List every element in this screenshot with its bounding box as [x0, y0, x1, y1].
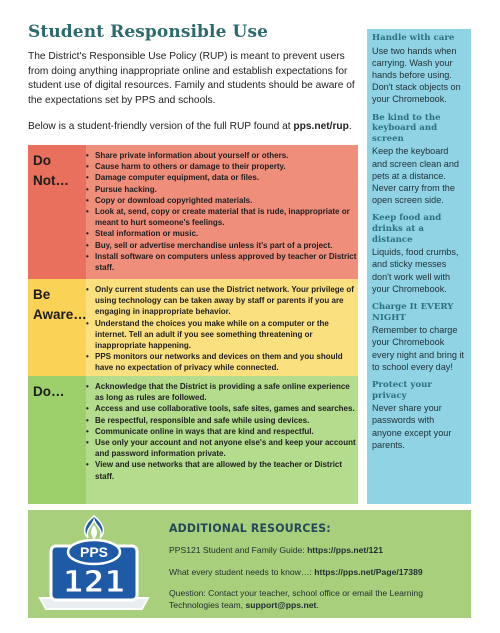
be-aware-list	[86, 279, 358, 376]
tip-body: Liquids, food crumbs, and sticky messes don't work well with your Chromebook.	[372, 247, 459, 294]
logo-top-text: PPS	[79, 544, 109, 560]
flame-icon	[85, 516, 104, 539]
list-item: • Only current students can use the District network. Your privilege of using technology can be taken away by staff or parents if you are engaging in inappropriate behavior.	[86, 284, 358, 318]
resource-contact-end: .	[316, 599, 319, 610]
tip-title: Be kind to the keyboard and screen	[372, 112, 441, 144]
pps121-logo	[38, 514, 150, 614]
tip-privacy	[372, 380, 466, 451]
resource-students-text: What every student needs to know…:	[169, 566, 315, 577]
list-item: • Install software on computers unless approved by teacher or District staff.	[86, 251, 358, 273]
tip-title: Charge It EVERY NIGHT	[372, 302, 454, 323]
list-item: • Steal information or music.	[86, 228, 358, 239]
be-aware-band	[28, 279, 358, 376]
tip-body: Never share your passwords with anyone except your parents.	[372, 403, 452, 450]
do-not-band	[28, 145, 358, 279]
tip-body: Use two hands when carrying. Wash your hands before using. Don't stack objects on your Chromebook.	[372, 45, 461, 105]
tip-charge	[372, 302, 466, 373]
resources-text	[169, 521, 465, 611]
list-item: • Cause harm to others or damage to their property.	[86, 161, 358, 172]
do-label: Do…	[28, 376, 86, 504]
list-item: • Damage computer equipment, data or files.	[86, 172, 358, 183]
resource-students-line	[169, 567, 465, 579]
list-item: • Pursue hacking.	[86, 184, 358, 195]
intro-section	[28, 22, 358, 134]
resource-contact-line	[169, 588, 465, 611]
list-item: • Communicate online in ways that are kind and respectful.	[86, 426, 358, 437]
support-email-link[interactable]: support@pps.net	[245, 599, 317, 610]
do-not-label: Do Not…	[28, 145, 86, 279]
care-tips-sidebar	[367, 29, 471, 504]
logo-bottom-text: 121	[62, 565, 126, 600]
tip-food-drinks	[372, 213, 466, 295]
list-item: • PPS monitors our networks and devices on them and you should have no expectation of privacy while connected.	[86, 351, 358, 373]
list-item: • Buy, sell or advertise merchandise unless it's part of a project.	[86, 240, 358, 251]
resource-contact-text: Question: Contact your teacher, school office or email the Learning Technologies team,	[169, 588, 423, 610]
rup-link[interactable]: pps.net/rup	[293, 121, 349, 133]
tip-title: Keep food and drinks at a distance	[372, 213, 442, 245]
be-aware-label: Be Aware…	[28, 279, 86, 376]
list-item: • View and use networks that are allowed by the teacher or District staff.	[86, 459, 358, 481]
resource-guide-text: PPS121 Student and Family Guide:	[169, 545, 308, 555]
rup-reference-end: .	[348, 121, 352, 133]
tip-body: Keep the keyboard and screen clean and pets at a distance. Never carry from the open screen side.	[372, 146, 459, 206]
list-item: • Be respectful, responsible and safe while using devices.	[86, 415, 358, 426]
list-item: • Use only your account and not anyone else's and keep your account and password information private.	[86, 437, 358, 459]
tip-keyboard-screen	[372, 113, 466, 207]
list-item: • Acknowledge that the District is providing a safe online experience as long as rules are followed.	[86, 381, 358, 403]
list-item: • Access and use collaborative tools, safe sites, games and searches.	[86, 403, 358, 414]
page-title: Student Responsible Use	[28, 22, 269, 42]
rup-reference	[28, 120, 358, 134]
resource-guide-link[interactable]: https://pps.net/121	[307, 545, 383, 555]
list-item: • Copy or download copyrighted materials.	[86, 195, 358, 206]
additional-resources	[28, 510, 471, 618]
do-list	[86, 376, 358, 504]
tip-handle-with-care	[372, 33, 466, 106]
list-item: • Understand the choices you make while on a computer or the internet. Tell an adult if you see something threatening or inappropriate happening.	[86, 318, 358, 352]
resources-heading: ADDITIONAL RESOURCES:	[169, 521, 331, 535]
intro-paragraph: The District's Responsible Use Policy (RUP) is meant to prevent users from doing anything inappropriate online and establish expectations for student use of digital resources. Family and students should be aware of the expectations set by PPS and schools.	[28, 51, 355, 106]
list-item: • Share private information about yourself or others.	[86, 150, 358, 161]
tip-title: Protect your privacy	[372, 380, 432, 401]
tip-body: Remember to charge your Chromebook every night and bring it to school every day!	[372, 325, 465, 372]
do-not-list	[86, 145, 358, 279]
list-item: • Look at, send, copy or create material that is rude, inappropriate or meant to hurt someone's feelings.	[86, 206, 358, 228]
do-band	[28, 376, 358, 504]
resource-students-link[interactable]: https://pps.net/Page/17389	[314, 566, 423, 577]
resource-guide-line	[169, 545, 465, 557]
tip-title: Handle with care	[372, 33, 455, 43]
rup-reference-text: Below is a student-friendly version of the full RUP found at	[28, 121, 294, 133]
